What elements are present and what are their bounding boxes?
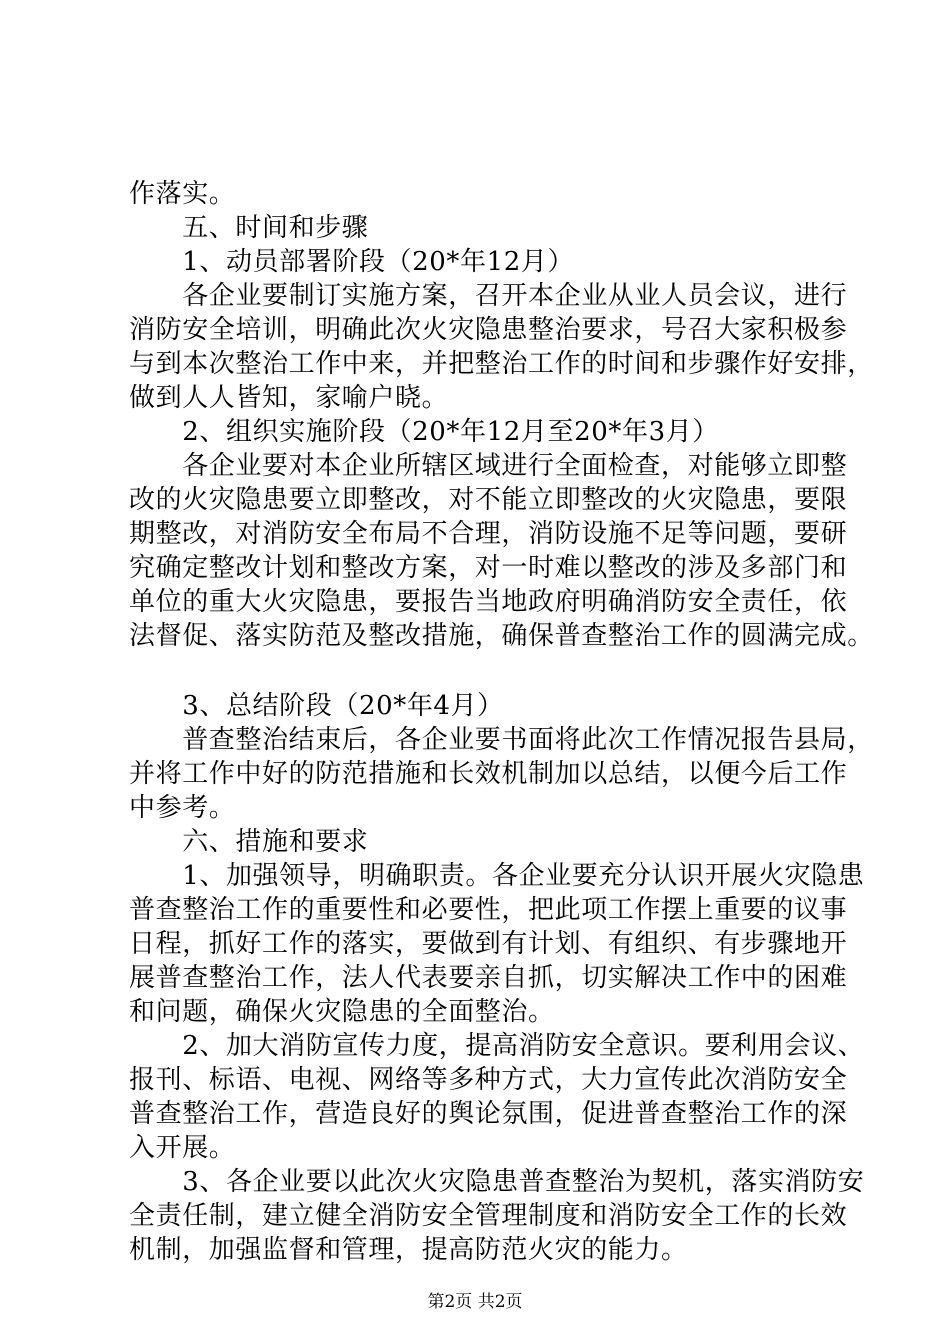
text-line: 中参考。 <box>129 793 236 823</box>
text-line: 消防安全培训，明确此次火灾隐患整治要求，号召大家积极参 <box>129 315 848 345</box>
text-line: 单位的重大火灾隐患，要报告当地政府明确消防安全责任，依 <box>129 587 848 617</box>
step-heading: 3、总结阶段（20*年4月） <box>129 691 504 721</box>
text-line: 普查整治结束后，各企业要书面将此次工作情况报告县局， <box>129 725 874 755</box>
step-heading: 2、组织实施阶段（20*年12月至20*年3月） <box>129 417 719 447</box>
text-line: 究确定整改计划和整改方案，对一时难以整改的涉及多部门和 <box>129 553 848 583</box>
text-line: 做到人人皆知，家喻户晓。 <box>129 383 449 413</box>
text-line: 3、各企业要以此次火灾隐患普查整治为契机，落实消防安 <box>129 1167 865 1197</box>
page-number-footer: 第2页 共2页 <box>427 1292 523 1312</box>
text-line: 普查整治工作，营造良好的舆论氛围，促进普查整治工作的深 <box>129 1099 848 1129</box>
text-line: 入开展。 <box>129 1133 236 1163</box>
text-line: 2、加大消防宣传力度，提高消防安全意识。要利用会议、 <box>129 1031 865 1061</box>
text-line: 与到本次整治工作中来，并把整治工作的时间和步骤作好安排， <box>129 349 874 379</box>
text-line: 全责任制，建立健全消防安全管理制度和消防安全工作的长效 <box>129 1201 848 1231</box>
section-heading: 五、时间和步骤 <box>129 213 369 243</box>
text-line: 法督促、落实防范及整改措施，确保普查整治工作的圆满完成。 <box>129 621 874 651</box>
text-line: 普查整治工作的重要性和必要性，把此项工作摆上重要的议事 <box>129 895 848 925</box>
text-line: 展普查整治工作，法人代表要亲自抓，切实解决工作中的困难 <box>129 963 848 993</box>
text-line: 1、加强领导，明确职责。各企业要充分认识开展火灾隐患 <box>129 861 865 891</box>
text-line: 期整改，对消防安全布局不合理，消防设施不足等问题，要研 <box>129 519 848 549</box>
section-heading: 六、措施和要求 <box>129 827 369 857</box>
text-line: 报刊、标语、电视、网络等多种方式，大力宣传此次消防安全 <box>129 1065 848 1095</box>
text-line: 改的火灾隐患要立即整改，对不能立即整改的火灾隐患，要限 <box>129 485 848 515</box>
text-line: 作落实。 <box>129 179 236 209</box>
text-line: 各企业要制订实施方案，召开本企业从业人员会议，进行 <box>129 281 848 311</box>
text-line: 机制，加强监督和管理，提高防范火灾的能力。 <box>129 1235 688 1265</box>
text-line: 日程，抓好工作的落实，要做到有计划、有组织、有步骤地开 <box>129 929 848 959</box>
text-line: 和问题，确保火灾隐患的全面整治。 <box>129 997 555 1027</box>
step-heading: 1、动员部署阶段（20*年12月） <box>129 247 575 277</box>
text-line: 各企业要对本企业所辖区域进行全面检查，对能够立即整 <box>129 451 848 481</box>
text-line: 并将工作中好的防范措施和长效机制加以总结，以便今后工作 <box>129 759 848 789</box>
